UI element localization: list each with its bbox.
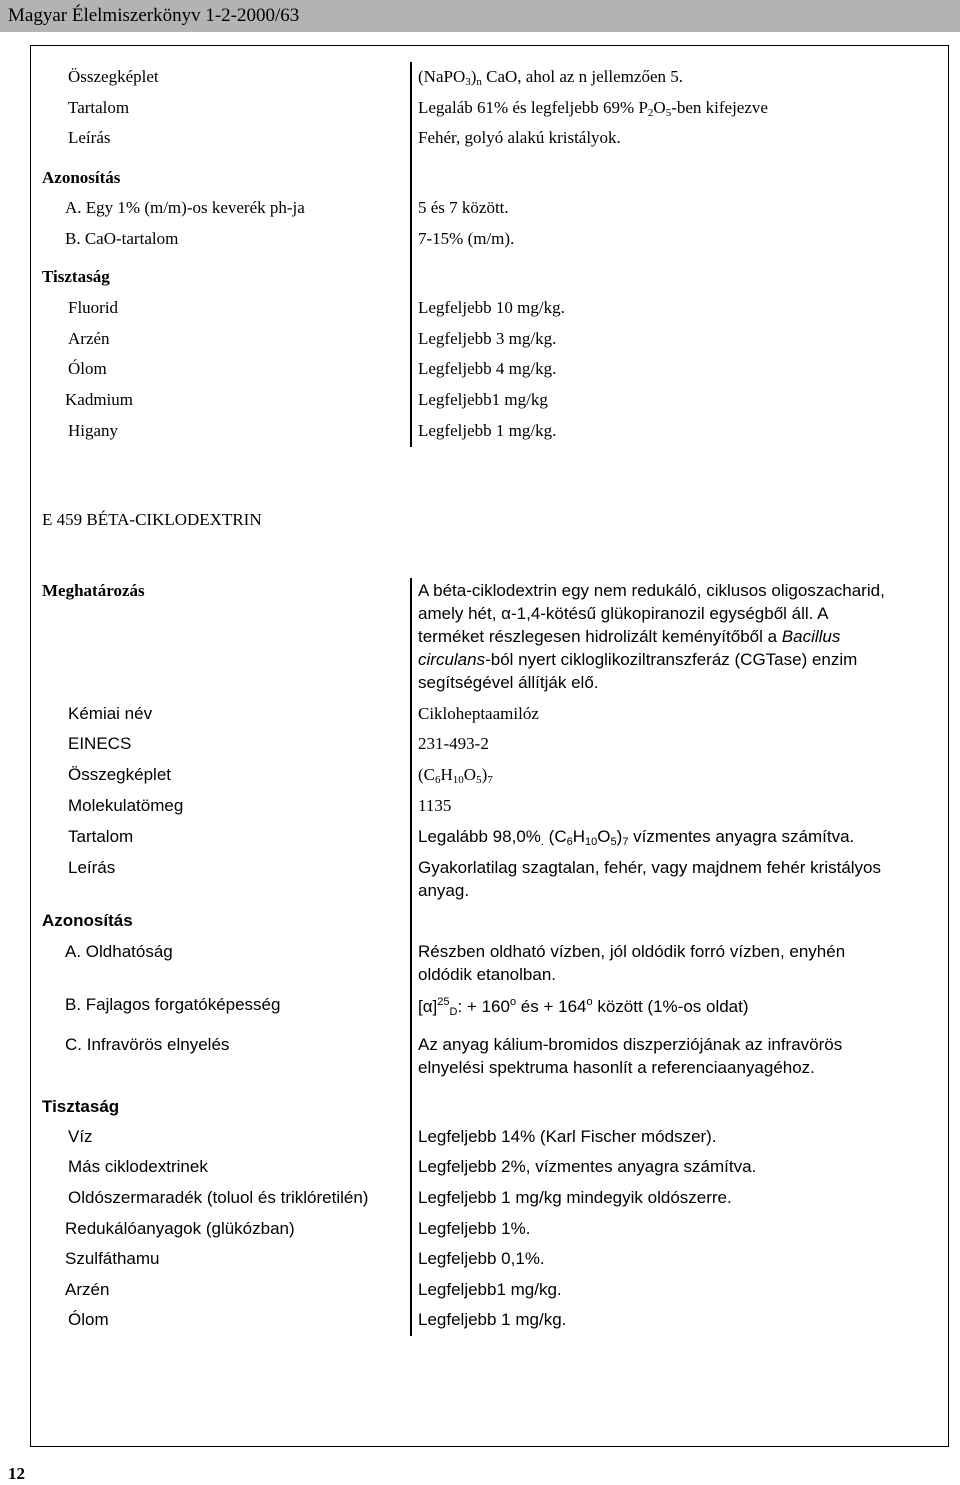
beta-molekulatomeg-value: 1135 <box>418 796 452 815</box>
beta-einecs-value: 231-493-2 <box>418 734 489 753</box>
beta-oldhatosag-line: oldódik etanolban. <box>418 965 557 984</box>
page-header <box>0 0 960 32</box>
top-tartalom-value: Legaláb 61% és legfeljebb 69% $P_2O_5$-ben kifejezve <box>418 98 768 119</box>
beta-einecs-label: EINECS <box>68 734 132 753</box>
beta-tisztasag-value: Legfeljebb 1 mg/kg. <box>418 1310 567 1329</box>
top-azonositas-b-value: 7-15% (m/m). <box>418 229 515 248</box>
beta-tisztasag-label: Oldószermaradék (toluol és triklóretilén) <box>68 1188 369 1207</box>
header-title: Magyar Élelmiszerkönyv 1-2-2000/63 <box>8 5 300 26</box>
page-number: 12 <box>8 1464 25 1483</box>
top-azonositas-heading: Azonosítás <box>42 168 121 187</box>
beta-leiras-line: anyag. <box>418 881 470 900</box>
beta-oldhatosag-line: Részben oldható vízben, jól oldódik forró vízben, enyhén <box>418 942 846 961</box>
beta-meghatarozas-line: terméket részlegesen hidrolizált keményítőből a Bacillus <box>418 627 841 646</box>
beta-forgatokepesseg-value: $[\alpha]^{25}_D$: + $160^o$ és + $164^o$ között (1%-os oldat) <box>418 996 749 1018</box>
top-azonositas-a-value: 5 és 7 között. <box>418 198 509 217</box>
beta-tisztasag-label: Redukálóanyagok (glükózban) <box>65 1219 295 1238</box>
section-title: E 459 BÉTA-CIKLODEXTRIN <box>42 510 262 529</box>
top-azonositas-b-label: B. CaO-tartalom <box>65 229 179 248</box>
top-tisztasag-value: Legfeljebb1 mg/kg <box>418 390 548 409</box>
top-tisztasag-value: Legfeljebb 1 mg/kg. <box>418 421 557 440</box>
beta-leiras-label: Leírás <box>68 858 116 877</box>
top-tisztasag-value: Legfeljebb 4 mg/kg. <box>418 359 557 378</box>
beta-molekulatomeg-label: Molekulatömeg <box>68 796 184 815</box>
beta-tisztasag-value: Legfeljebb 0,1%. <box>418 1249 545 1268</box>
top-leiras-label: Leírás <box>68 128 111 147</box>
beta-osszegkeplet-value: $(C_6H_{10}O_5)_7$ <box>418 765 493 786</box>
beta-tartalom-value: Legalább $98,0\%_.$ $(C_6H_{10}O_5)_7$ vízmentes anyagra számítva. <box>418 827 855 848</box>
beta-tisztasag-value: Legfeljebb 14% (Karl Fischer módszer). <box>418 1127 717 1146</box>
beta-oldhatosag-label: A. Oldhatóság <box>65 942 173 961</box>
beta-infravoros-label: C. Infravörös elnyelés <box>65 1035 230 1054</box>
beta-tisztasag-label: Más ciklodextrinek <box>68 1157 208 1176</box>
beta-meghatarozas-line: A béta-ciklodextrin egy nem redukáló, ciklusos oligoszacharid, <box>418 581 885 600</box>
top-tisztasag-label: Ólom <box>68 359 107 378</box>
beta-tisztasag-value: Legfeljebb 1%. <box>418 1219 531 1238</box>
beta-meghatarozas-line: segítségével állítják elő. <box>418 673 599 692</box>
beta-osszegkeplet-label: Összegképlet <box>68 765 171 784</box>
top-azonositas-a-label: A. Egy 1% (m/m)-os keverék ph-ja <box>65 198 305 217</box>
top-tisztasag-label: Fluorid <box>68 298 119 317</box>
beta-meghatarozas-line: circulans-ból nyert cikloglikoziltranszferáz (CGTase) enzim <box>418 650 858 669</box>
top-osszegkeplet-value: $(NaPO_3)_n$ CaO, ahol az n jellemzően 5. <box>418 67 683 88</box>
top-osszegkeplet-label: Összegképlet <box>68 67 159 86</box>
top-tisztasag-label: Arzén <box>68 329 110 348</box>
beta-azonositas-heading: Azonosítás <box>42 911 133 930</box>
beta-meghatarozas-label: Meghatározás <box>42 581 145 600</box>
beta-tisztasag-heading: Tisztaság <box>42 1097 120 1116</box>
column-divider-top <box>410 62 412 447</box>
beta-tisztasag-label: Szulfáthamu <box>65 1249 160 1268</box>
beta-tartalom-label: Tartalom <box>68 827 134 846</box>
top-tisztasag-label: Kadmium <box>65 390 133 409</box>
beta-tisztasag-label: Arzén <box>65 1280 110 1299</box>
top-tartalom-label: Tartalom <box>68 98 130 117</box>
top-tisztasag-value: Legfeljebb 3 mg/kg. <box>418 329 557 348</box>
beta-meghatarozas-line: amely hét, α-1,4-kötésű glükopiranozil egységből áll. A <box>418 604 829 623</box>
beta-tisztasag-value: Legfeljebb1 mg/kg. <box>418 1280 562 1299</box>
beta-tisztasag-label: Víz <box>68 1127 93 1146</box>
beta-infravoros-line: elnyelési spektruma hasonlít a referenciaanyagéhoz. <box>418 1058 815 1077</box>
beta-leiras-line: Gyakorlatilag szagtalan, fehér, vagy majdnem fehér kristályos <box>418 858 882 877</box>
beta-kemiai-nev-label: Kémiai név <box>68 704 153 723</box>
top-tisztasag-heading: Tisztaság <box>42 267 110 286</box>
top-tisztasag-value: Legfeljebb 10 mg/kg. <box>418 298 565 317</box>
top-leiras-value: Fehér, golyó alakú kristályok. <box>418 128 621 147</box>
beta-tisztasag-value: Legfeljebb 1 mg/kg mindegyik oldószerre. <box>418 1188 732 1207</box>
beta-tisztasag-label: Ólom <box>68 1310 109 1329</box>
beta-forgatokepesseg-label: B. Fajlagos forgatóképesség <box>65 995 281 1014</box>
beta-kemiai-nev-value: Cikloheptaamilóz <box>418 704 539 723</box>
column-divider-bottom <box>410 578 412 1336</box>
beta-infravoros-line: Az anyag kálium-bromidos diszperziójának az infravörös <box>418 1035 843 1054</box>
beta-tisztasag-value: Legfeljebb 2%, vízmentes anyagra számítva. <box>418 1157 757 1176</box>
top-tisztasag-label: Higany <box>68 421 119 440</box>
